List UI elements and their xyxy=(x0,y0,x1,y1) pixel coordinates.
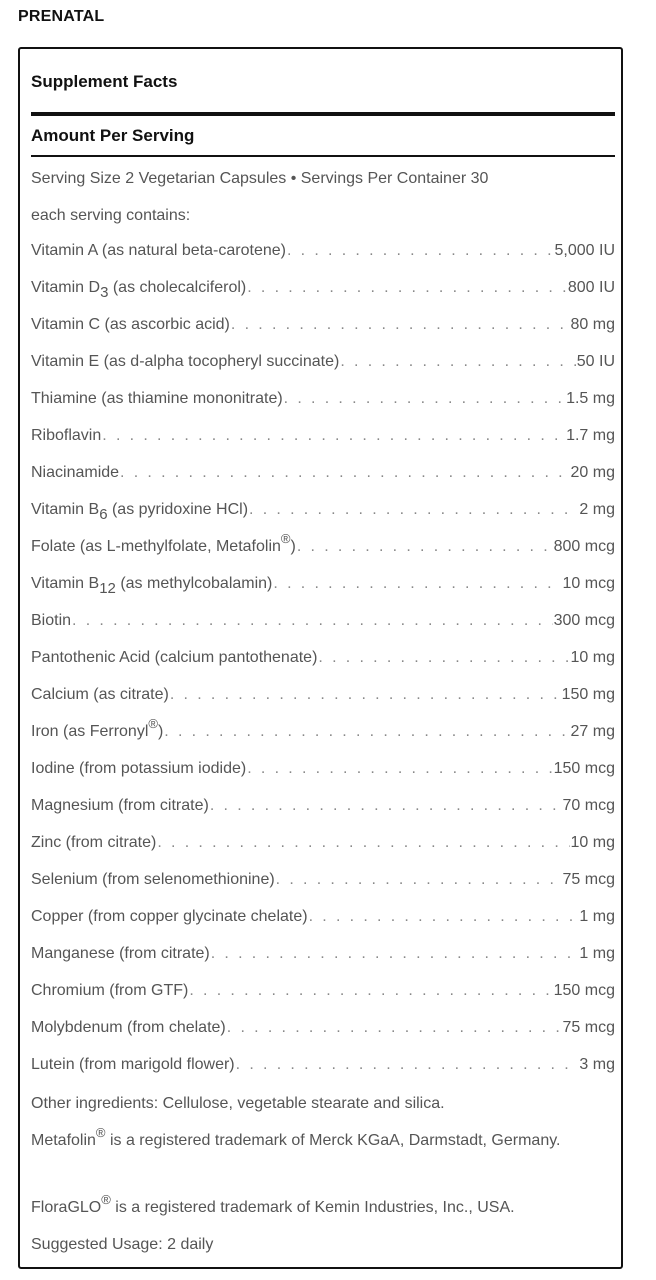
nutrient-row xyxy=(31,424,615,448)
nutrient-name: Vitamin E (as d-alpha tocopheryl succinate) xyxy=(31,353,340,370)
nutrient-name-part: ) xyxy=(290,538,296,555)
dot-leader xyxy=(236,1053,579,1077)
nutrient-row xyxy=(31,572,615,596)
nutrient-name-part: (as methylcobalamin) xyxy=(115,575,273,592)
nutrient-amount: 75 mcg xyxy=(562,871,615,888)
nutrient-name: Vitamin C (as ascorbic acid) xyxy=(31,316,230,333)
dot-leader xyxy=(273,572,561,596)
nutrient-row xyxy=(31,757,615,781)
dot-leader xyxy=(287,239,554,263)
nutrient-row xyxy=(31,609,615,633)
nutrient-row xyxy=(31,313,615,337)
dot-leader xyxy=(297,535,553,559)
note-brand: Metafolin xyxy=(31,1132,96,1149)
registered-mark: ® xyxy=(148,716,158,731)
nutrient-row xyxy=(31,1016,615,1040)
nutrient-name xyxy=(31,498,248,522)
registered-mark: ® xyxy=(95,1125,106,1140)
nutrient-name-part: (as cholecalciferol) xyxy=(108,279,247,296)
dot-leader xyxy=(72,609,553,633)
nutrient-amount: 800 mcg xyxy=(553,538,615,555)
nutrient-row xyxy=(31,831,615,855)
nutrient-row xyxy=(31,239,615,263)
nutrient-row xyxy=(31,646,615,670)
nutrient-row xyxy=(31,905,615,929)
nutrient-name: Biotin xyxy=(31,612,72,629)
nutrient-row xyxy=(31,683,615,707)
nutrient-row xyxy=(31,942,615,966)
dot-leader xyxy=(247,276,567,300)
nutrient-amount: 10 mcg xyxy=(562,575,615,592)
nutrient-name: Iodine (from potassium iodide) xyxy=(31,760,247,777)
dot-leader xyxy=(249,498,578,522)
dot-leader xyxy=(170,683,561,707)
dot-leader xyxy=(157,831,569,855)
thick-divider xyxy=(31,112,615,116)
metafolin-trademark-note xyxy=(31,1126,615,1155)
serving-size-line: Serving Size 2 Vegetarian Capsules • Servings Per Container 30 xyxy=(31,170,489,187)
nutrient-amount: 150 mg xyxy=(561,686,615,703)
supplement-facts-panel xyxy=(18,47,623,1269)
dot-leader xyxy=(318,646,569,670)
dot-leader xyxy=(189,979,552,1003)
nutrient-name xyxy=(31,276,246,300)
dot-leader xyxy=(102,424,565,448)
nutrient-name-part: Vitamin B xyxy=(31,575,100,592)
nutrient-row xyxy=(31,794,615,818)
dot-leader xyxy=(309,905,579,929)
nutrient-amount: 50 IU xyxy=(576,353,615,370)
nutrient-row xyxy=(31,350,615,374)
nutrient-amount: 75 mcg xyxy=(562,1019,615,1036)
nutrient-name xyxy=(31,531,296,559)
note-text: is a registered trademark of Kemin Industries, Inc., USA. xyxy=(110,1199,515,1216)
note-brand: FloraGLO xyxy=(31,1199,102,1216)
nutrient-amount: 2 mg xyxy=(579,501,615,518)
nutrient-name: Manganese (from citrate) xyxy=(31,945,210,962)
nutrient-name xyxy=(31,716,164,744)
nutrient-name: Thiamine (as thiamine mononitrate) xyxy=(31,390,283,407)
dot-leader xyxy=(284,387,565,411)
nutrient-name: Zinc (from citrate) xyxy=(31,834,157,851)
nutrient-amount: 10 mg xyxy=(570,834,615,851)
nutrient-name: Riboflavin xyxy=(31,427,102,444)
nutrient-row xyxy=(31,979,615,1003)
dot-leader xyxy=(210,794,562,818)
dot-leader xyxy=(211,942,579,966)
floraglo-trademark-note xyxy=(31,1193,615,1222)
nutrient-name: Magnesium (from citrate) xyxy=(31,797,209,814)
dot-leader xyxy=(120,461,569,485)
nutrient-name: Pantothenic Acid (calcium pantothenate) xyxy=(31,649,318,666)
suggested-usage: Suggested Usage: 2 daily xyxy=(31,1236,214,1253)
nutrient-amount: 1.7 mg xyxy=(566,427,615,444)
nutrient-amount: 150 mcg xyxy=(553,982,615,999)
dot-leader xyxy=(276,868,562,892)
nutrient-amount: 1 mg xyxy=(579,945,615,962)
dot-leader xyxy=(247,757,552,781)
nutrient-name: Selenium (from selenomethionine) xyxy=(31,871,275,888)
registered-mark: ® xyxy=(101,1192,111,1207)
nutrient-amount: 80 mg xyxy=(570,316,615,333)
nutrient-amount: 1.5 mg xyxy=(566,390,615,407)
facts-title: Supplement Facts xyxy=(31,72,178,91)
nutrient-row xyxy=(31,387,615,411)
nutrient-name xyxy=(31,572,272,596)
nutrient-name: Niacinamide xyxy=(31,464,120,481)
nutrient-row xyxy=(31,716,615,744)
thin-divider xyxy=(31,155,615,157)
nutrient-name-part: Vitamin D xyxy=(31,279,101,296)
nutrient-name: Calcium (as citrate) xyxy=(31,686,169,703)
nutrient-name-part: ) xyxy=(157,723,164,740)
nutrient-row xyxy=(31,276,615,300)
nutrient-name: Vitamin A (as natural beta-carotene) xyxy=(31,242,286,259)
nutrient-row xyxy=(31,531,615,559)
registered-mark: ® xyxy=(280,531,291,546)
note-text: is a registered trademark of Merck KGaA, Darmstadt, Germany. xyxy=(105,1132,561,1149)
subscript: 12 xyxy=(99,580,116,597)
nutrient-amount: 3 mg xyxy=(579,1056,615,1073)
nutrient-amount: 300 mcg xyxy=(553,612,615,629)
nutrient-row xyxy=(31,461,615,485)
nutrient-name-part: Vitamin B xyxy=(31,501,100,518)
nutrient-name-part: (as pyridoxine HCl) xyxy=(107,501,249,518)
other-ingredients: Other ingredients: Cellulose, vegetable stearate and silica. xyxy=(31,1095,445,1112)
nutrient-amount: 70 mcg xyxy=(562,797,615,814)
subscript: 3 xyxy=(100,284,109,301)
nutrient-name: Copper (from copper glycinate chelate) xyxy=(31,908,308,925)
nutrient-amount: 150 mcg xyxy=(553,760,615,777)
page-title: PRENATAL xyxy=(18,8,105,25)
dot-leader xyxy=(340,350,575,374)
nutrient-row xyxy=(31,868,615,892)
nutrient-name: Chromium (from GTF) xyxy=(31,982,189,999)
nutrient-amount: 27 mg xyxy=(570,723,615,740)
subscript: 6 xyxy=(99,506,108,523)
each-serving-line: each serving contains: xyxy=(31,207,191,224)
nutrient-name-part: Iron (as Ferronyl xyxy=(31,723,149,740)
nutrient-amount: 20 mg xyxy=(570,464,615,481)
amount-per-serving-heading: Amount Per Serving xyxy=(31,126,195,145)
nutrient-name: Lutein (from marigold flower) xyxy=(31,1056,235,1073)
nutrient-amount: 1 mg xyxy=(579,908,615,925)
dot-leader xyxy=(164,720,569,744)
nutrient-row xyxy=(31,498,615,522)
nutrient-amount: 5,000 IU xyxy=(554,242,615,259)
dot-leader xyxy=(227,1016,562,1040)
nutrient-name: Molybdenum (from chelate) xyxy=(31,1019,226,1036)
nutrient-amount: 10 mg xyxy=(570,649,615,666)
nutrient-amount: 800 IU xyxy=(567,279,615,296)
dot-leader xyxy=(231,313,570,337)
nutrient-row xyxy=(31,1053,615,1077)
nutrient-name-part: Folate (as L-methylfolate, Metafolin xyxy=(31,538,281,555)
